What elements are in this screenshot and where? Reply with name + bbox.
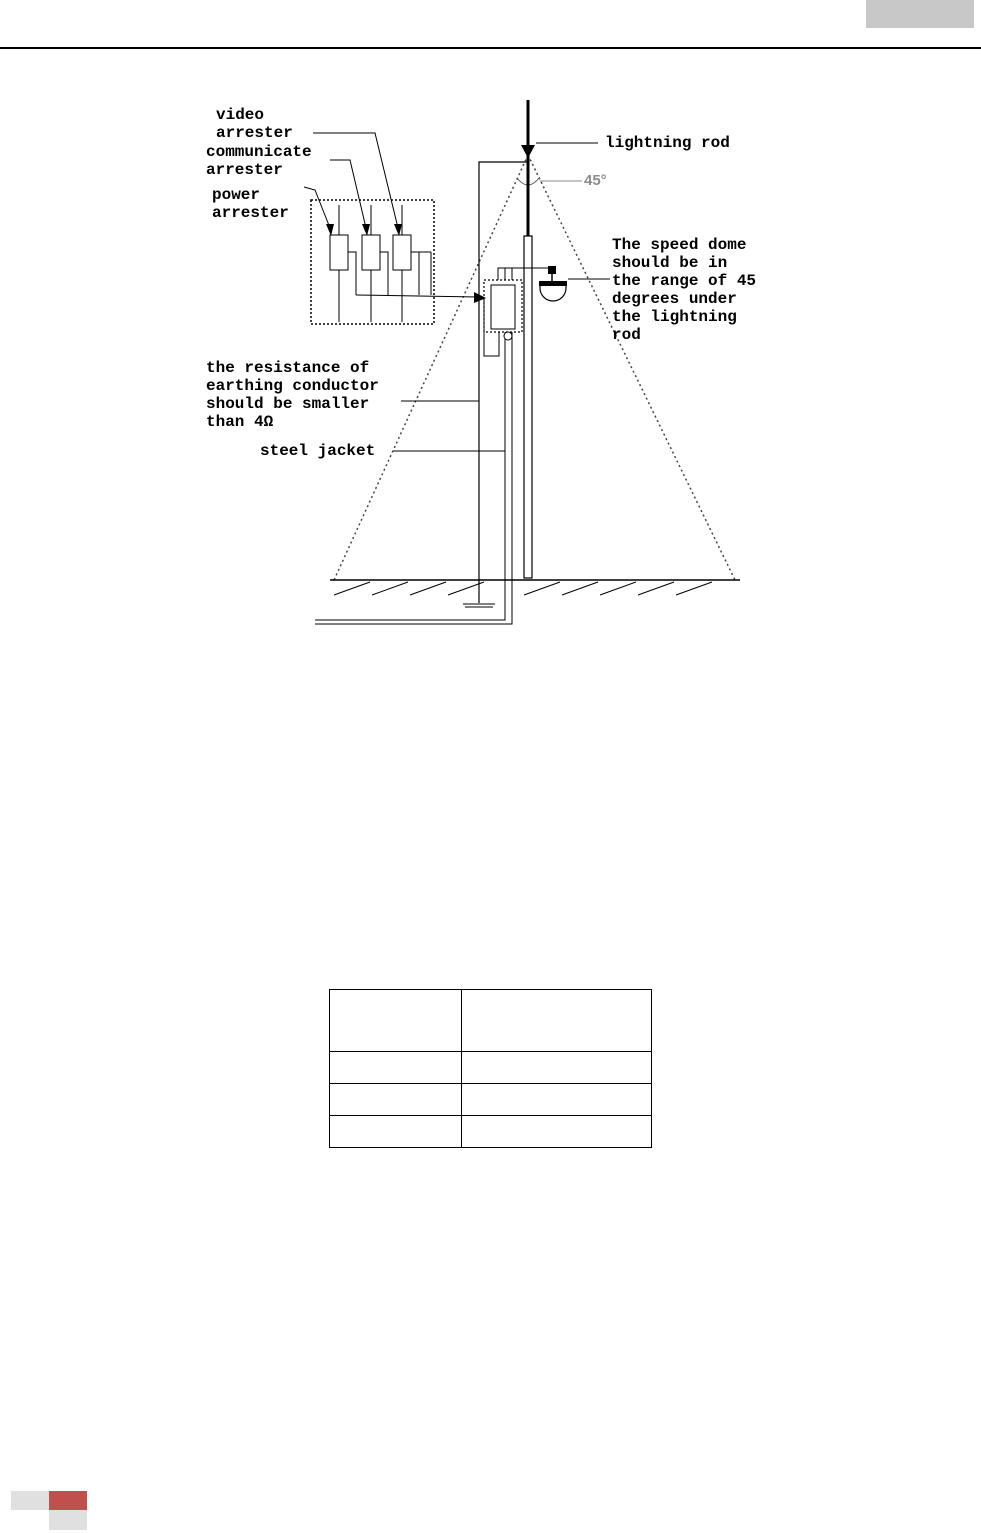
footer-tab-accent (49, 1491, 87, 1510)
box-gland (504, 332, 512, 340)
footer-tab-grey (11, 1491, 49, 1510)
table-row (330, 1084, 652, 1116)
lightning-protection-diagram (0, 0, 981, 640)
video-arrester-label: video arrester (216, 106, 293, 142)
resistance-note: the resistance of earthing conductor should be smaller than 4Ω (206, 359, 379, 431)
table-row (330, 1116, 652, 1148)
speed-dome (540, 285, 566, 301)
table-cell (330, 1084, 462, 1116)
table-header-cell (462, 990, 652, 1052)
communicate-arrester-unit (362, 235, 380, 270)
table-cell (462, 1052, 652, 1084)
lightning-rod-arrow (521, 145, 535, 158)
power-arrester-label: power arrester (212, 186, 289, 222)
table-row (330, 1052, 652, 1084)
table-header-row (330, 990, 652, 1052)
spec-table (329, 989, 652, 1148)
table-cell (462, 1116, 652, 1148)
table-cell (462, 1084, 652, 1116)
table-cell (330, 1116, 462, 1148)
pole (524, 236, 532, 578)
footer-tab-grey-lower (49, 1510, 87, 1530)
dome-bracket (548, 266, 556, 274)
steel-jacket-label: steel jacket (260, 442, 376, 460)
power-arrester-unit (330, 235, 348, 270)
communicate-arrester-label: communicate arrester (206, 143, 312, 179)
earthing-conductor (479, 162, 528, 603)
diagram-drawing (0, 0, 981, 640)
protection-cone-right (528, 155, 735, 580)
angle-label: 45° (584, 172, 607, 189)
ground-hatching (334, 582, 712, 595)
video-arrester-unit (393, 235, 411, 270)
lightning-rod-label: lightning rod (605, 134, 730, 152)
arrester-box-inner (491, 285, 515, 329)
table-header-cell (330, 990, 462, 1052)
table-cell (330, 1052, 462, 1084)
speed-dome-note: The speed dome should be in the range of 45 degrees under the lightning rod (612, 236, 757, 344)
